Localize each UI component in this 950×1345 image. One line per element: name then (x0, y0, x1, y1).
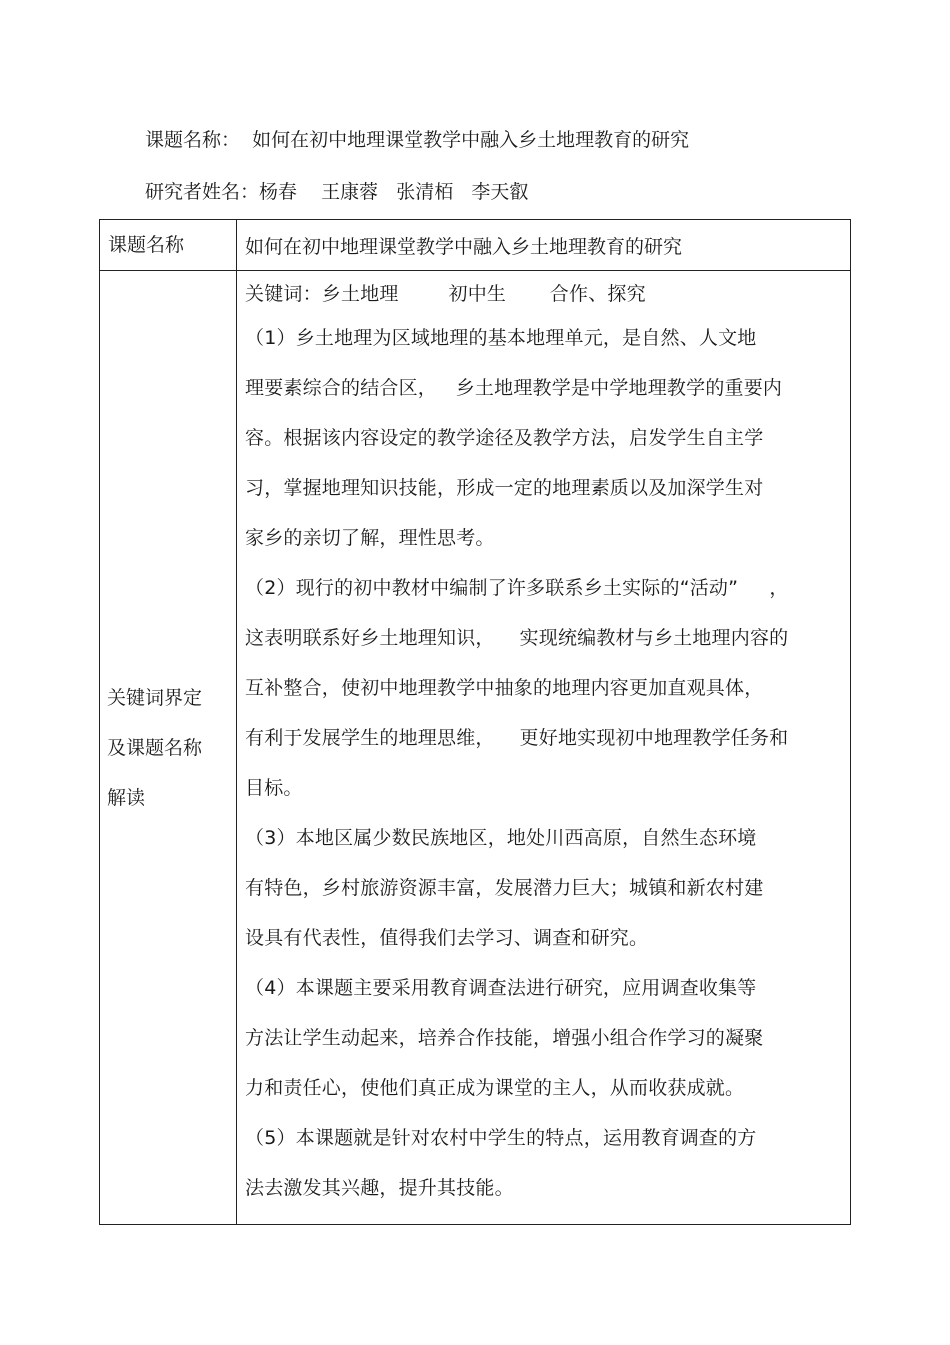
table-row (100, 271, 851, 1225)
text-line: （1）乡土地理为区域地理的基本地理单元，是自然、人文地 (245, 327, 757, 349)
text-line: 家乡的亲切了解，理性思考。 (245, 527, 495, 549)
text-line: 习，掌握地理知识技能，形成一定的地理素质以及加深学生对 (245, 477, 764, 499)
text-line: （2）现行的初中教材中编制了许多联系乡土实际的“活动” ， (245, 577, 789, 599)
text-line: 这表明联系好乡土地理知识， 实现统编教材与乡土地理内容的 (245, 627, 789, 649)
text-line: 理要素综合的结合区， 乡土地理教学是中学地理教学的重要内 (245, 377, 783, 399)
document-title-line: 课题名称： 如何在初中地理课堂教学中融入乡土地理教育的研究 (145, 129, 690, 151)
text-line: 有利于发展学生的地理思维， 更好地实现初中地理教学任务和 (245, 727, 789, 749)
text-line: 容。根据该内容设定的教学途径及教学方法，启发学生自主学 (245, 427, 764, 449)
project-name-value: 如何在初中地理课堂教学中融入乡土地理教育的研究 (237, 220, 851, 271)
label-line: 解读 (107, 786, 146, 809)
keywords-definition-content (237, 271, 851, 1225)
text-line: （4）本课题主要采用教育调查法进行研究，应用调查收集等 (245, 977, 757, 999)
label-line: 及课题名称 (107, 736, 203, 759)
text-line: 目标。 (245, 777, 303, 799)
project-name-label: 课题名称 (100, 220, 237, 271)
text-line: 法去激发其兴趣，提升其技能。 (245, 1177, 514, 1199)
text-line: 力和责任心，使他们真正成为课堂的主人，从而收获成就。 (245, 1077, 745, 1099)
text-line: 方法让学生动起来，培养合作技能，增强小组合作学习的凝聚 (245, 1027, 764, 1049)
text-line: 设具有代表性，值得我们去学习、调查和研究。 (245, 927, 649, 949)
text-line: （5）本课题就是针对农村中学生的特点，运用教育调查的方 (245, 1127, 757, 1149)
project-table (99, 219, 851, 1225)
keywords-definition-label (100, 271, 237, 1225)
researcher-names-line: 研究者姓名：杨春 王康蓉 张清栢 李天叡 (145, 181, 529, 203)
text-line: （3）本地区属少数民族地区，地处川西高原，自然生态环境 (245, 827, 757, 849)
text-line: 互补整合，使初中地理教学中抽象的地理内容更加直观具体， (245, 677, 764, 699)
text-line: 有特色，乡村旅游资源丰富，发展潜力巨大；城镇和新农村建 (245, 877, 764, 899)
label-line: 关键词界定 (107, 686, 203, 709)
table-row (100, 220, 851, 271)
keywords-line: 关键词：乡土地理 初中生 合作、探究 (245, 283, 646, 305)
